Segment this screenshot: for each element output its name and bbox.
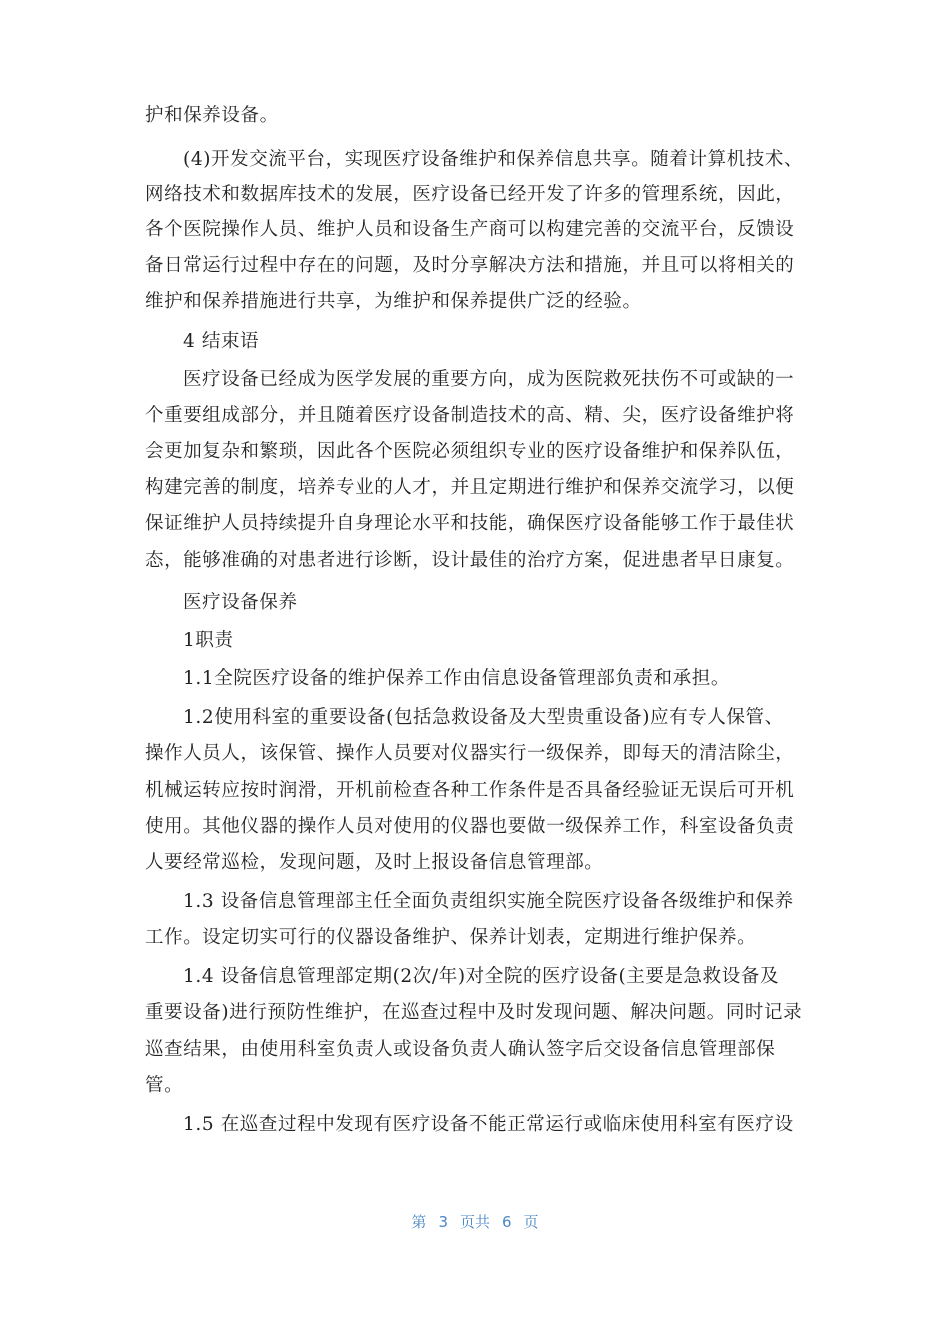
text-line: 重要设备)进行预防性维护，在巡查过程中及时发现问题、解决问题。同时记录 bbox=[145, 1002, 803, 1023]
section-heading: 医疗设备保养 bbox=[183, 592, 298, 613]
text-line: 1.5 在巡查过程中发现有医疗设备不能正常运行或临床使用科室有医疗设 bbox=[183, 1114, 794, 1135]
text-line: 机械运转应按时润滑，开机前检查各种工作条件是否具备经验证无误后可开机 bbox=[145, 780, 795, 801]
text-line: 工作。设定切实可行的仪器设备维护、保养计划表，定期进行维护保养。 bbox=[145, 927, 757, 948]
footer-suffix: 页 bbox=[523, 1213, 539, 1231]
text-line: 维护和保养措施进行共享，为维护和保养提供广泛的经验。 bbox=[145, 291, 642, 312]
text-line: 网络技术和数据库技术的发展，医疗设备已经开发了许多的管理系统，因此， bbox=[145, 184, 795, 205]
section-heading: 4 结束语 bbox=[183, 331, 260, 352]
text-line: 巡查结果，由使用科室负责人或设备负责人确认签字后交设备信息管理部保 bbox=[145, 1039, 776, 1060]
text-line: 各个医院操作人员、维护人员和设备生产商可以构建完善的交流平台，反馈设 bbox=[145, 219, 795, 240]
section-heading: 1职责 bbox=[183, 630, 234, 651]
text-line: 1.2使用科室的重要设备(包括急救设备及大型贵重设备)应有专人保管、 bbox=[183, 707, 784, 728]
footer-middle: 页共 bbox=[459, 1213, 490, 1231]
text-line: 使用。其他仪器的操作人员对使用的仪器也要做一级保养工作，科室设备负责 bbox=[145, 816, 795, 837]
text-line: 1.3 设备信息管理部主任全面负责组织实施全院医疗设备各级维护和保养 bbox=[183, 891, 794, 912]
footer-page-number: 3 bbox=[438, 1213, 448, 1231]
text-line: 医疗设备已经成为医学发展的重要方向，成为医院救死扶伤不可或缺的一 bbox=[183, 369, 795, 390]
text-line: 1.4 设备信息管理部定期(2次/年)对全院的医疗设备(主要是急救设备及 bbox=[183, 966, 780, 987]
text-line: 人要经常巡检，发现问题，及时上报设备信息管理部。 bbox=[145, 852, 604, 873]
page-footer bbox=[0, 1211, 950, 1232]
text-line: 保证维护人员持续提升自身理论水平和技能，确保医疗设备能够工作于最佳状 bbox=[145, 513, 795, 534]
text-line: 管。 bbox=[145, 1075, 184, 1096]
text-line: 态，能够准确的对患者进行诊断，设计最佳的治疗方案，促进患者早日康复。 bbox=[145, 550, 795, 571]
text-line: 会更加复杂和繁琐，因此各个医院必须组织专业的医疗设备维护和保养队伍， bbox=[145, 441, 795, 462]
text-line: 个重要组成部分，并且随着医疗设备制造技术的高、精、尖，医疗设备维护将 bbox=[145, 405, 795, 426]
text-line: 构建完善的制度，培养专业的人才，并且定期进行维护和保养交流学习，以便 bbox=[145, 477, 795, 498]
text-line: 备日常运行过程中存在的问题，及时分享解决方法和措施，并且可以将相关的 bbox=[145, 255, 795, 276]
text-line: 1.1全院医疗设备的维护保养工作由信息设备管理部负责和承担。 bbox=[183, 668, 730, 689]
text-line: 护和保养设备。 bbox=[145, 105, 279, 126]
text-line: 操作人员人，该保管、操作人员要对仪器实行一级保养，即每天的清洁除尘， bbox=[145, 743, 795, 764]
footer-total-pages: 6 bbox=[502, 1213, 512, 1231]
text-line: (4)开发交流平台，实现医疗设备维护和保养信息共享。随着计算机技术、 bbox=[183, 149, 804, 170]
footer-prefix: 第 bbox=[411, 1213, 427, 1231]
